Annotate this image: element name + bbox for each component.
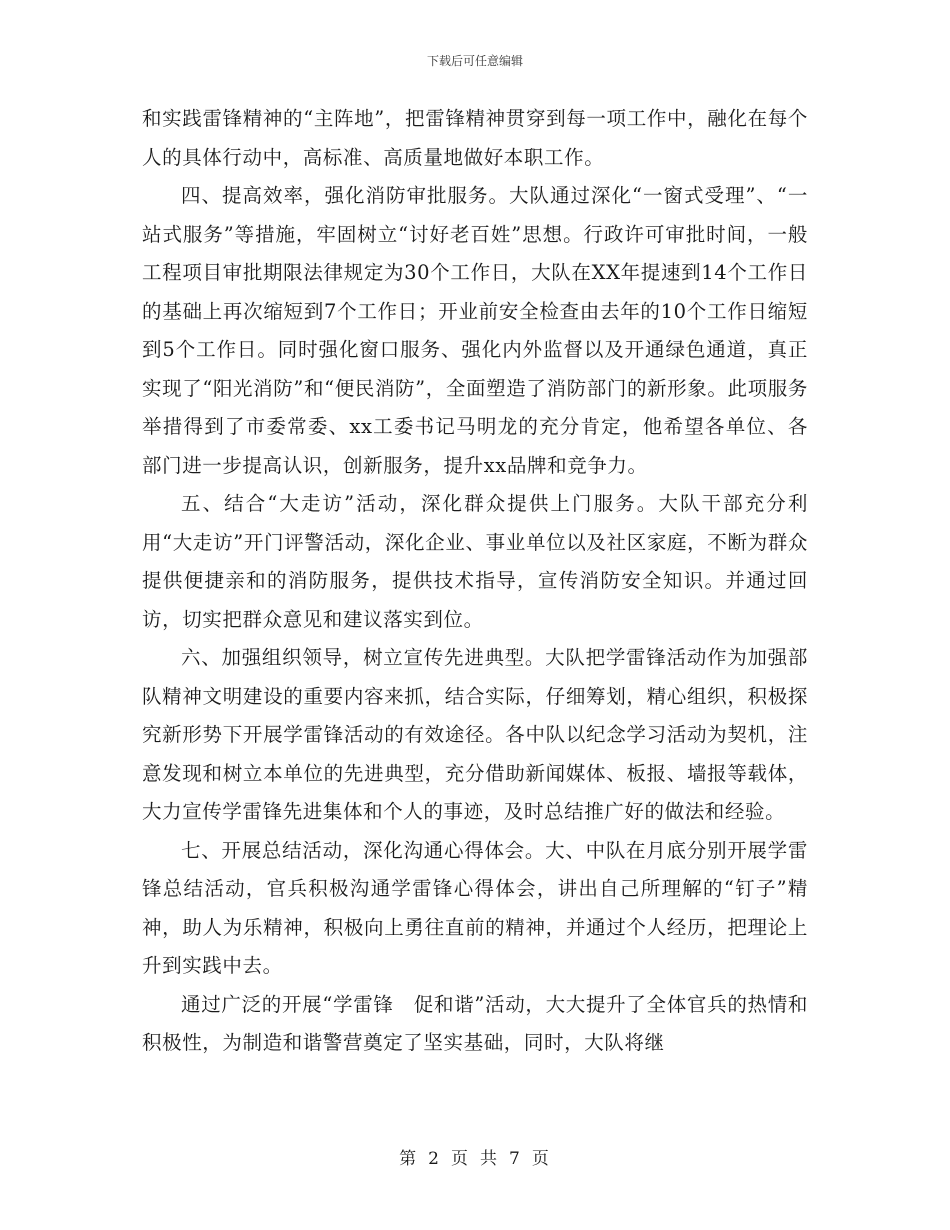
page-footer xyxy=(0,1148,950,1170)
page-header: 下载后可任意编辑 xyxy=(426,54,523,68)
paragraph-item-five: 五、结合“大走访”活动，深化群众提供上门服务。大队干部充分利用“大走访”开门评警活动，深化企业、事业单位以及社区家庭，不断为群众提供便捷亲和的消防服务，提供技术指导，宣传消防安全知识。并通过回访，切实把群众意见和建议落实到位。 xyxy=(142,492,808,631)
paragraph-item-six: 六、加强组织领导，树立宣传先进典型。大队把学雷锋活动作为加强部队精神文明建设的重要内容来抓，结合实际，仔细筹划，精心组织，积极探究新形势下开展学雷锋活动的有效途径。各中队以纪念学习活动为契机，注意发现和树立本单位的先进典型，充分借助新闻媒体、板报、墙报等载体，大力宣传学雷锋先进集体和个人的事迹，及时总结推广好的做法和经验。 xyxy=(142,646,808,823)
footer-total-unit: 页 xyxy=(531,1149,551,1169)
footer-total-label: 共 xyxy=(480,1149,499,1169)
total-pages-number: 7 xyxy=(509,1149,522,1169)
current-page-number: 2 xyxy=(428,1149,441,1169)
paragraph-continuation: 和实践雷锋精神的“主阵地”，把雷锋精神贯穿到每一项工作中，融化在每个人的具体行动中，高标准、高质量地做好本职工作。 xyxy=(142,107,808,169)
paragraph-item-seven: 七、开展总结活动，深化沟通心得体会。大、中队在月底分别开展学雷锋总结活动，官兵积极沟通学雷锋心得体会，讲出自己所理解的“钉子”精神，助人为乐精神，积极向上勇往直前的精神，并通过个人经历，把理论上升到实践中去。 xyxy=(142,838,808,977)
footer-page-unit: 页 xyxy=(451,1149,470,1169)
document-body xyxy=(142,100,808,1063)
paragraph-item-four: 四、提高效率，强化消防审批服务。大队通过深化“一窗式受理”、“一站式服务”等措施，牢固树立“讨好老百姓”思想。行政许可审批时间，一般工程项目审批期限法律规定为30个工作日，大队在XX年提速到14个工作日的基础上再次缩短到7个工作日；开业前安全检查由去年的10个工作日缩短到5个工作日。同时强化窗口服务、强化内外监督以及开通绿色通道，真正实现了“阳光消防”和“便民消防”，全面塑造了消防部门的新形象。此项服务举措得到了市委常委、xx工委书记马明龙的充分肯定，他希望各单位、各部门进一步提高认识，创新服务，提升xx品牌和竞争力。 xyxy=(142,184,808,477)
footer-page-label: 第 xyxy=(399,1149,419,1169)
paragraph-summary: 通过广泛的开展“学雷锋 促和谐”活动，大大提升了全体官兵的热情和积极性，为制造和谐警营奠定了坚实基础，同时，大队将继 xyxy=(142,992,808,1054)
